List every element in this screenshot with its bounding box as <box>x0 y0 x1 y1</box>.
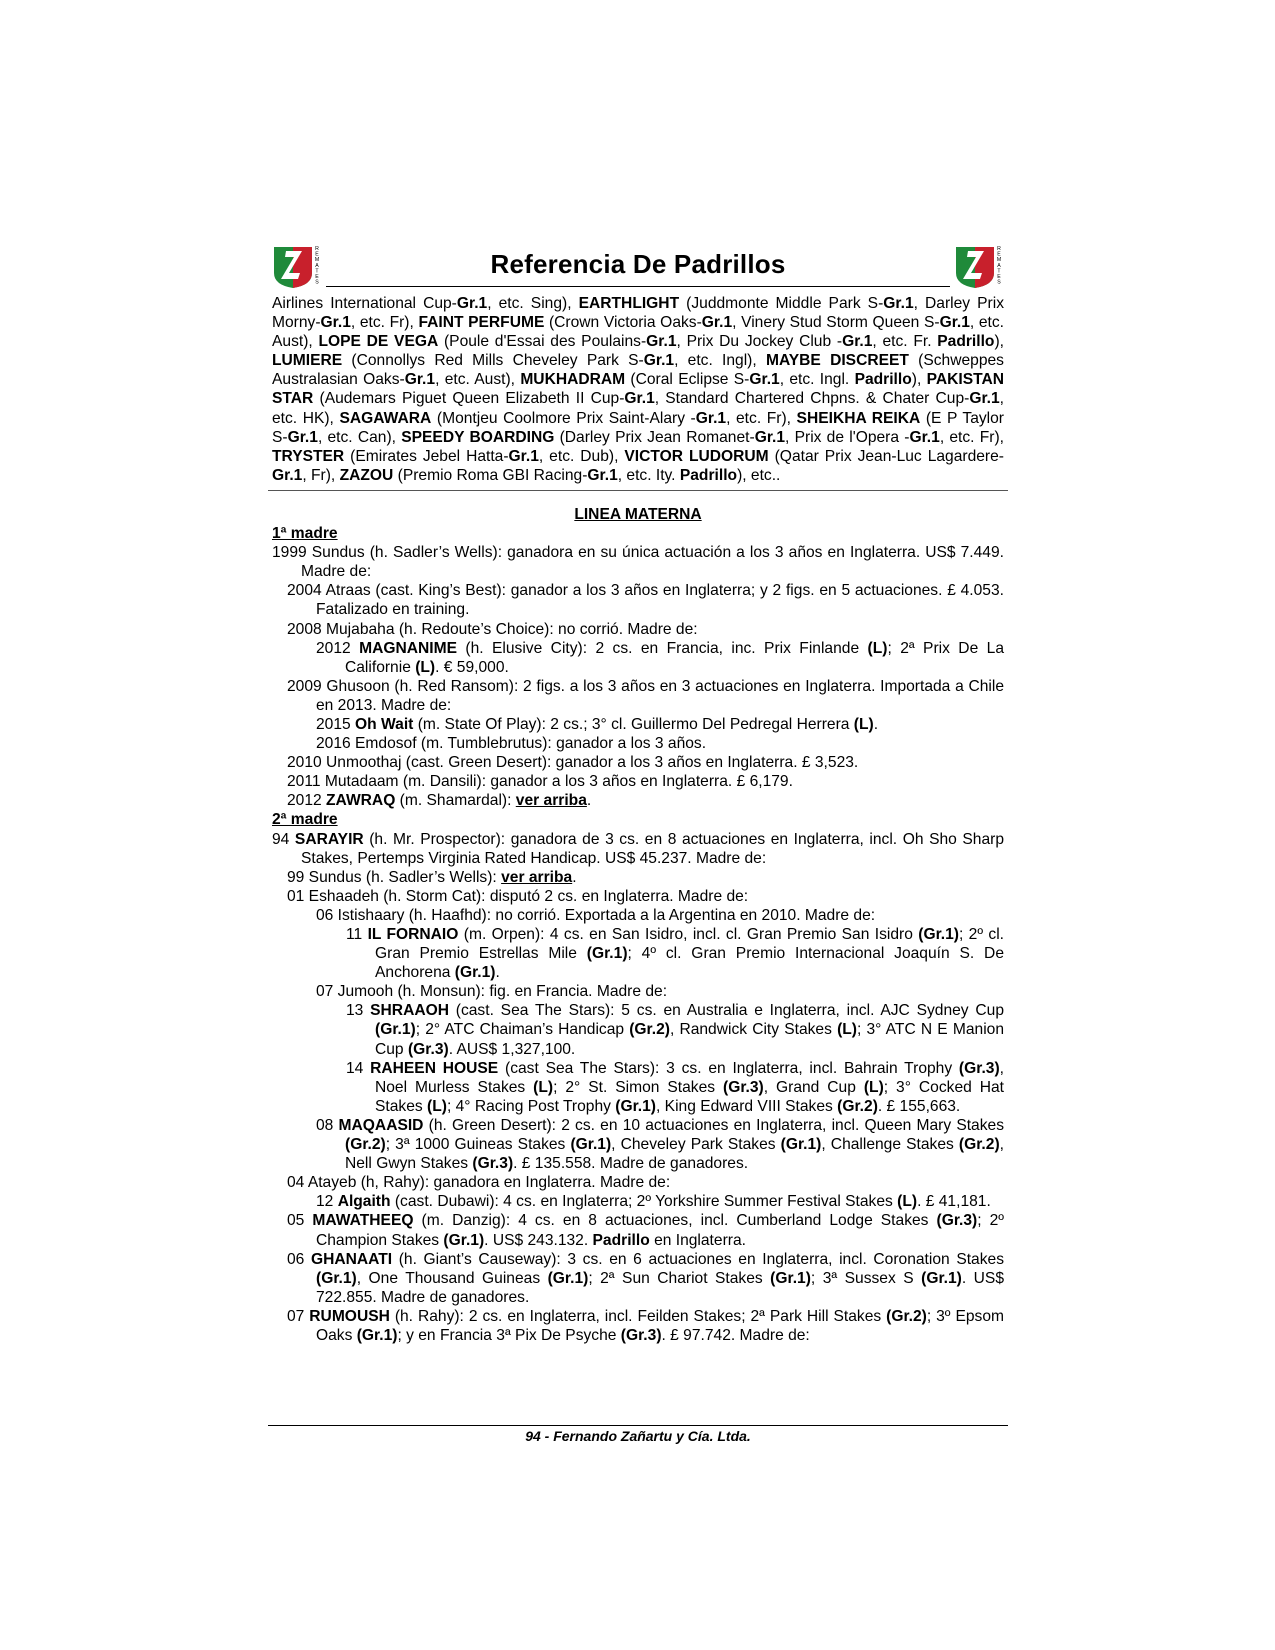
remates-vertical-text <box>997 246 1002 286</box>
main-content <box>272 294 1004 1345</box>
section-title: LINEA MATERNA <box>574 505 702 523</box>
pedigree-entry: 2012 MAGNANIME (h. Elusive City): 2 cs. en Francia, inc. Prix Finlande (L); 2ª Prix De La Californie (L). € 59,000. <box>316 639 1004 676</box>
pedigree-entry: 01 Eshaadeh (h. Storm Cat): disputó 2 cs. en Inglaterra. Madre de: <box>287 887 749 905</box>
pedigree-entry: 2011 Mutadaam (m. Dansili): ganador a los 3 años en Inglaterra. £ 6,179. <box>287 773 793 791</box>
pedigree-entry: 04 Atayeb (h, Rahy): ganadora en Inglaterra. Madre de: <box>287 1174 671 1192</box>
logo-letters: ZL <box>284 274 287 276</box>
svg-text:A: A <box>315 262 319 269</box>
pedigree-entry: 06 GHANAATI (h. Giant’s Causeway): 3 cs. en 6 actuaciones en Inglaterra, incl. Coronation Stakes (Gr.1), One Thousand Guineas (Gr.1); 2ª Sun Chariot Stakes (Gr.1); 3ª Sussex S (Gr.1). US$ 722.855. Madre de ganadores. <box>287 1250 1004 1306</box>
pedigree-entry: 12 Algaith (cast. Dubawi): 4 cs. en Inglaterra; 2º Yorkshire Summer Festival Stakes (L). £ 41,181. <box>316 1193 991 1211</box>
pedigree-entry: 2004 Atraas (cast. King’s Best): ganador a los 3 años en Inglaterra; y 2 figs. en 5 actuaciones. £ 4.053. Fatalizado en training. <box>287 582 1004 619</box>
pedigree-entry: 05 MAWATHEEQ (m. Danzig): 4 cs. en 8 actuaciones, incl. Cumberland Lodge Stakes (Gr.3); 2º Champion Stakes (Gr.1). US$ 243.132. Padrillo en Inglaterra. <box>287 1212 1004 1249</box>
pedigree-entry: 2009 Ghusoon (h. Red Ransom): 2 figs. a los 3 años en 3 actuaciones en Inglaterra. Importada a Chile en 2013. Madre de: <box>287 677 1004 714</box>
svg-text:S: S <box>315 279 319 286</box>
intro-paragraph <box>272 294 1004 485</box>
second-dam-section <box>272 810 1004 1345</box>
first-dam-label: 1ª madre <box>272 525 338 543</box>
zl-remates-logo-right <box>954 243 1004 289</box>
svg-text:M: M <box>996 257 1002 264</box>
pedigree-entry: 99 Sundus (h. Sadler’s Wells): ver arriba. <box>287 868 577 886</box>
intro-text: Airlines International Cup-Gr.1, etc. Sing), EARTHLIGHT (Juddmonte Middle Park S-Gr.1, Darley Prix Morny-Gr.1, etc. Fr), FAINT PERFUME (Crown Victoria Oaks-Gr.1, Vinery Stud Storm Queen S-Gr.1, etc. Aust), LOPE DE VEGA (Poule d'Essai des Poulains-Gr.1, Prix Du Jockey Club -Gr.1, etc. Fr. Padrillo), LUMIERE (Connollys Red Mills Cheveley Park S-Gr.1, etc. Ingl), MAYBE DISCREET (Schweppes Australasian Oaks-Gr.1, etc. Aust), MUKHADRAM (Coral Eclipse S-Gr.1, etc. Ingl. Padrillo), PAKISTAN STAR (Audemars Piguet Queen Elizabeth II Cup-Gr.1, Standard Chartered Chpns. & Chater Cup-Gr.1, etc. HK), SAGAWARA (Montjeu Coolmore Prix Saint-Alary -Gr.1, etc. Fr), SHEIKHA REIKA (E P Taylor S-Gr.1, etc. Can), SPEEDY BOARDING (Darley Prix Jean Romanet-Gr.1, Prix de l'Opera -Gr.1, etc. Fr), TRYSTER (Emirates Jebel Hatta-Gr.1, etc. Dub), VICTOR LUDORUM (Qatar Prix Jean-Luc Lagardere-Gr.1, Fr), ZAZOU (Premio Roma GBI Racing-Gr.1, etc. Ity. Padrillo), etc.. <box>272 295 1005 484</box>
pedigree-entry: 2016 Emdosof (m. Tumblebrutus): ganador a los 3 años. <box>316 735 707 753</box>
header-rule <box>326 286 950 287</box>
pedigree-entry: 06 Istishaary (h. Haafhd): no corrió. Exportada a la Argentina en 2010. Madre de: <box>316 906 876 924</box>
footer-rule <box>268 1425 1008 1426</box>
pedigree-entry: 1999 Sundus (h. Sadler’s Wells): ganadora en su única actuación a los 3 años en Inglaterra. US$ 7.449. Madre de: <box>272 544 1004 581</box>
page-title: Referencia De Padrillos <box>490 249 786 279</box>
page-header <box>272 243 1004 287</box>
pedigree-entry: 11 IL FORNAIO (m. Orpen): 4 cs. en San Isidro, incl. cl. Gran Premio San Isidro (Gr.1); 2º cl. Gran Premio Estrellas Mile (Gr.1); 4º cl. Gran Premio Internacional Joaquín S. De Anchorena (Gr.1). <box>346 926 1004 982</box>
section-rule <box>268 490 1008 491</box>
svg-text:E: E <box>997 251 1001 258</box>
pedigree-entry: 2008 Mujabaha (h. Redoute’s Choice): no corrió. Madre de: <box>287 620 698 638</box>
svg-text:R: R <box>997 246 1001 252</box>
svg-text:M: M <box>314 257 320 264</box>
svg-text:E: E <box>315 251 319 258</box>
svg-text:S: S <box>997 279 1001 286</box>
first-dam-section <box>272 524 1004 810</box>
pedigree-entry: 2012 ZAWRAQ (m. Shamardal): ver arriba. <box>287 792 592 810</box>
svg-text:E: E <box>315 274 319 280</box>
logo-letters: ZL <box>966 274 969 276</box>
first-dam-entries <box>272 543 1004 810</box>
pedigree-entry: 07 RUMOUSH (h. Rahy): 2 cs. en Inglaterra, incl. Feilden Stakes; 2ª Park Hill Stakes (Gr.2); 3º Epsom Oaks (Gr.1); y en Francia 3ª Pix De Psyche (Gr.3). £ 97.742. Madre de: <box>287 1307 1004 1344</box>
svg-text:T: T <box>997 268 1001 275</box>
pedigree-entry: 2010 Unmoothaj (cast. Green Desert): ganador a los 3 años en Inglaterra. £ 3,523. <box>287 754 859 772</box>
svg-text:A: A <box>997 262 1001 269</box>
svg-text:E: E <box>997 274 1001 280</box>
page-footer: 94 - Fernando Zañartu y Cía. Ltda. <box>525 1428 751 1444</box>
pedigree-entry: 07 Jumooh (h. Monsun): fig. en Francia. Madre de: <box>316 983 668 1001</box>
second-dam-label: 2ª madre <box>272 811 338 829</box>
pedigree-entry: 94 SARAYIR (h. Mr. Prospector): ganadora de 3 cs. en 8 actuaciones en Inglaterra, incl. Oh Sho Sharp Stakes, Pertemps Virginia Rated Handicap. US$ 45.237. Madre de: <box>272 830 1004 867</box>
pedigree-entry: 13 SHRAAOH (cast. Sea The Stars): 5 cs. en Australia e Inglaterra, incl. AJC Sydney Cup (Gr.1); 2° ATC Chaiman’s Handicap (Gr.2), Randwick City Stakes (L); 3° ATC N E Manion Cup (Gr.3). AUS$ 1,327,100. <box>346 1002 1004 1058</box>
svg-text:T: T <box>315 268 319 275</box>
svg-text:R: R <box>315 246 319 252</box>
pedigree-entry: 2015 Oh Wait (m. State Of Play): 2 cs.; 3° cl. Guillermo Del Pedregal Herrera (L). <box>316 715 879 733</box>
second-dam-entries <box>272 830 1004 1346</box>
pedigree-entry: 14 RAHEEN HOUSE (cast Sea The Stars): 3 cs. en Inglaterra, incl. Bahrain Trophy (Gr.3), Noel Murless Stakes (L); 2° St. Simon Stakes (Gr.3), Grand Cup (L); 3° Cocked Hat Stakes (L); 4° Racing Post Trophy (Gr.1), King Edward VIII Stakes (Gr.2). £ 155,663. <box>346 1059 1004 1115</box>
pedigree-entry: 08 MAQAASID (h. Green Desert): 2 cs. en 10 actuaciones en Inglaterra, incl. Queen Mary Stakes (Gr.2); 3ª 1000 Guineas Stakes (Gr.1), Cheveley Park Stakes (Gr.1), Challenge Stakes (Gr.2), Nell Gwyn Stakes (Gr.3). £ 135.558. Madre de ganadores. <box>316 1116 1004 1173</box>
